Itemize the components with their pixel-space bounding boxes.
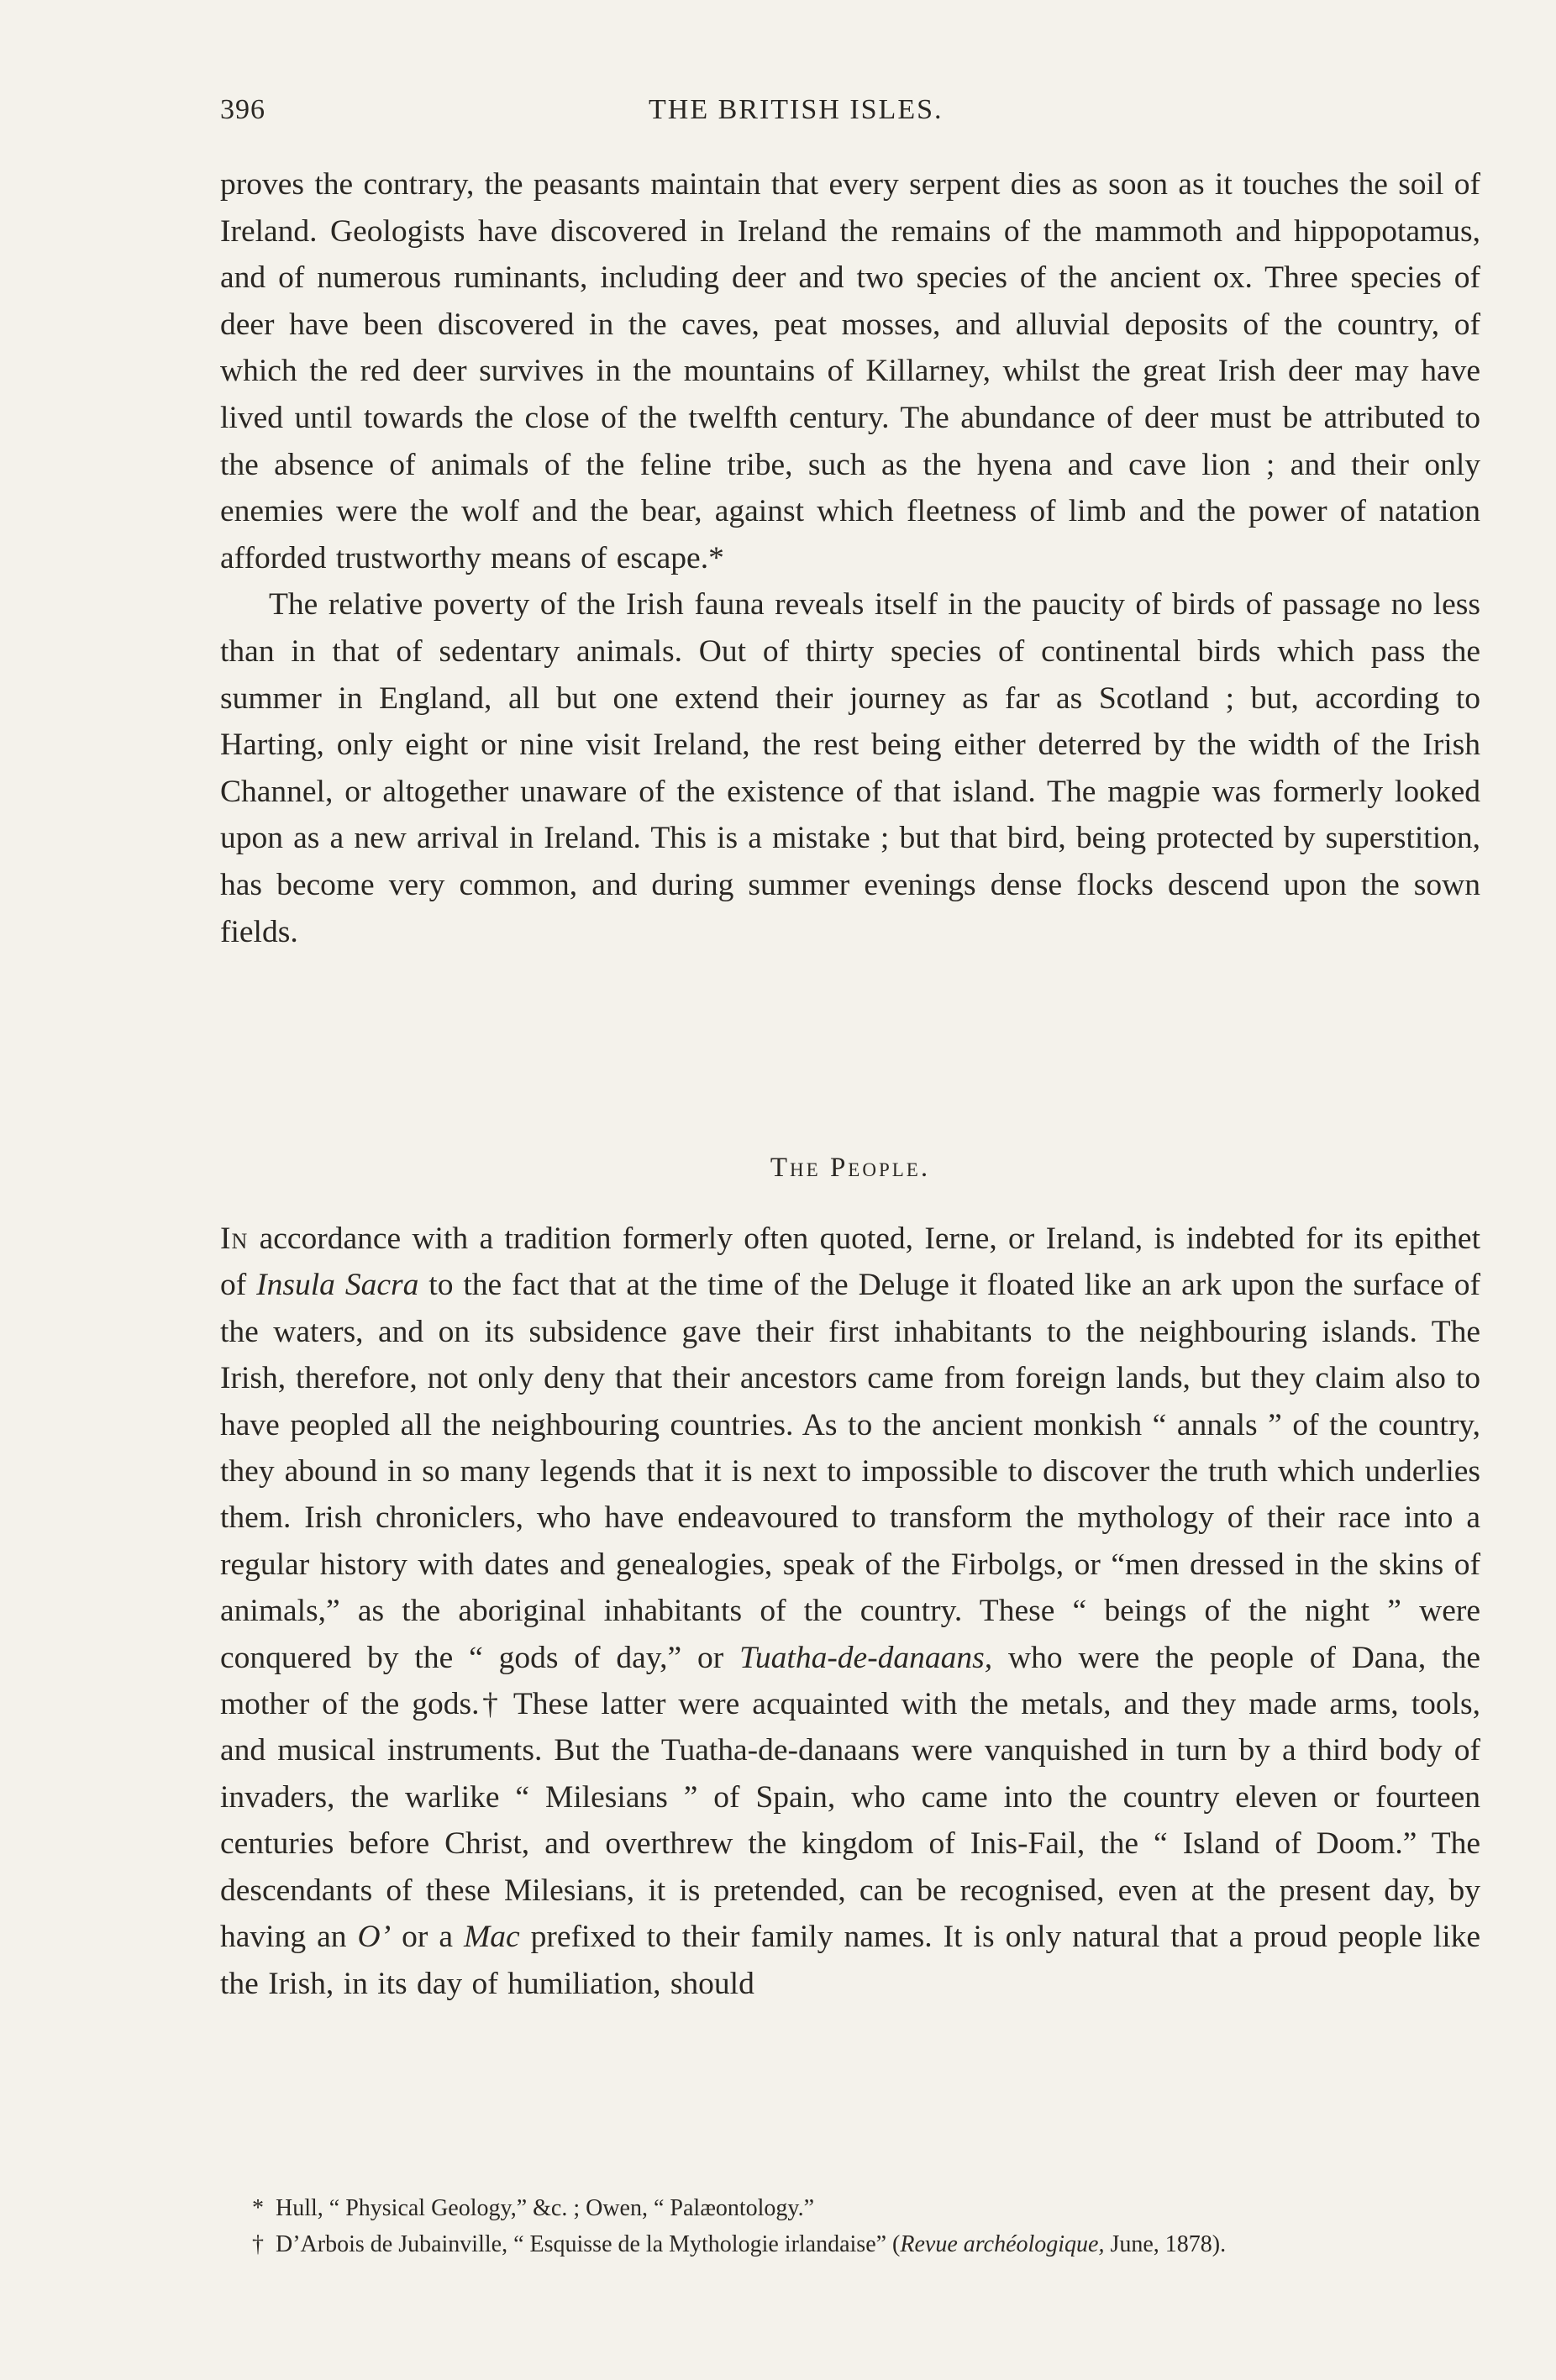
running-head — [220, 94, 1489, 136]
people-paragraph — [220, 1216, 1480, 2007]
o-prefix: O’ — [357, 1920, 392, 1955]
footnote-2 — [252, 2226, 1487, 2262]
footnotes — [252, 2190, 1487, 2262]
tuatha-de-danaans: Tuatha-de-danaans, — [739, 1640, 993, 1675]
footnote-1-mark: * — [252, 2195, 264, 2221]
running-title: THE BRITISH ISLES. — [649, 94, 944, 125]
epithet-insula-sacra: Insula Sacra — [256, 1268, 419, 1303]
footnote-2-text-b: June, 1878). — [1104, 2231, 1227, 2257]
footnote-1-text: Hull, “ Physical Geology,” &c. ; Owen, “ Palæontology.” — [276, 2195, 815, 2221]
footnote-2-journal: Revue archéologique, — [900, 2231, 1105, 2257]
lead-word: In — [220, 1222, 249, 1256]
people-text-part-1: accordance with a tradition formerly often quoted, Ierne, or Ireland, is indebted for its epithet of — [220, 1222, 1480, 1303]
fauna-paragraph-2: The relative poverty of the Irish fauna reveals itself in the paucity of birds of passage no less than in that of sedentary animals. Out of thirty species of continental birds which pass the summer in England, all but one extend their journey as far as Scotland ; but, according to Harting, only eight or nine visit Ireland, the rest being either deterred by the width of the Irish Channel, or altogether unaware of the existence of that island. The magpie was formerly looked upon as a new arrival in Ireland. This is a mistake ; but that bird, being protected by superstition, has become very common, and during summer evenings dense flocks descend upon the sown fields. — [220, 587, 1480, 949]
fauna-text — [220, 161, 1480, 955]
people-text-part-4: or a — [391, 1920, 465, 1955]
page-number: 396 — [220, 94, 265, 125]
footnote-1 — [252, 2190, 1487, 2226]
mac-prefix: Mac — [464, 1920, 520, 1955]
footnote-2-mark: † — [252, 2231, 264, 2257]
people-text-part-2: to the fact that at the time of the Deluge it floated like an ark upon the surface of the waters, and on its subsidence gave their first inhabitants to the neighbouring islands. The Irish, therefore, not only deny that their ancestors came from foreign lands, but they claim also to have peopled all the neighbouring countries. As to the ancient monkish “ annals ” of the country, they abound in so many legends that it is next to impossible to discover the truth which underlies them. Irish chroniclers, who have endeavoured to transform the mythology of their race into a regular history with dates and genealogies, speak of the Firbolgs, or “men dressed in the skins of animals,” as the aboriginal inhabitants of the country. These “ beings of the night ” were conquered by the “ gods of day,” or — [220, 1268, 1480, 1675]
people-text-part-5: prefixed to their family names. It is only natural that a proud people like the Irish, in its day of humiliation, should — [220, 1920, 1481, 2001]
fauna-paragraph-1: proves the contrary, the peasants maintain that every serpent dies as soon as it touches the soil of Ireland. Geologists have discovered in Ireland the remains of the mammoth and hippopotamus, and of numerous ruminants, including deer and two species of the ancient ox. Three species of deer have been discovered in the caves, peat mosses, and alluvial deposits of the country, of which the red deer survives in the mountains of Killarney, whilst the great Irish deer may have lived until towards the close of the twelfth century. The abundance of deer must be attributed to the absence of animals of the feline tribe, such as the hyena and cave lion ; and their only enemies were the wolf and the bear, against which fleetness of limb and the power of natation afforded trustworthy means of escape.* — [220, 167, 1480, 575]
people-text-part-3: who were the people of Dana, the mother of the gods.† These latter were acquainted with the metals, and they made arms, tools, and musical instruments. But the Tuatha-de-danaans were vanquished in turn by a third body of invaders, the warlike “ Milesians ” of Spain, who came into the country eleven or fourteen centuries before Christ, and overthrew the kingdom of Inis-Fail, the “ Island of Doom.” The descendants of these Milesians, it is pretended, can be recognised, even at the present day, by having an — [220, 1640, 1480, 1955]
footnote-2-text-a: D’Arbois de Jubainville, “ Esquisse de la Mythologie irlandaise” ( — [276, 2231, 901, 2257]
section-heading: The People. — [770, 1153, 931, 1183]
people-text — [220, 1216, 1480, 2007]
